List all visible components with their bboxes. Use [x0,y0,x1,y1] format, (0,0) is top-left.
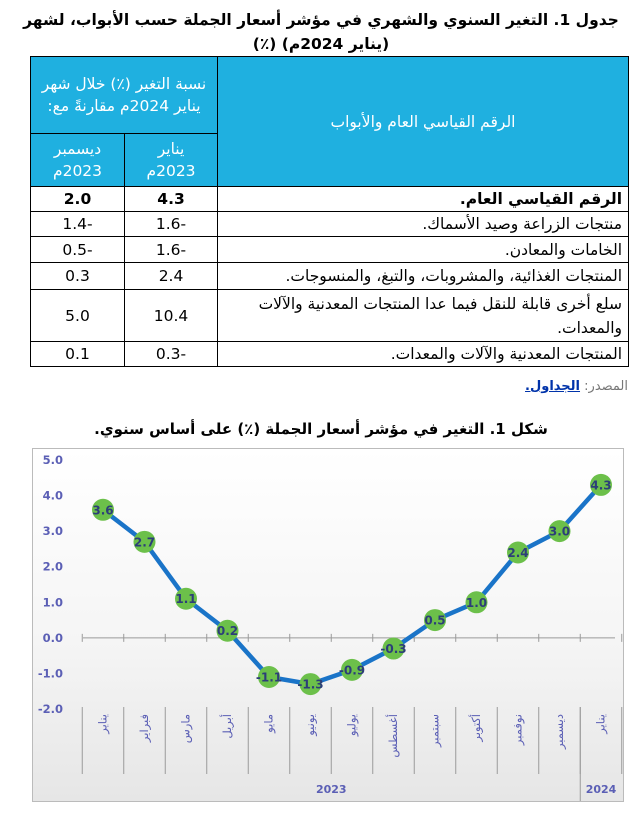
data-label: 1.1 [175,592,197,607]
row-jan-value: 10.4 [125,290,218,342]
row-dec-value: 0.3 [31,263,125,290]
row-label: سلع أخرى قابلة للنقل فيما عدا المنتجات المعدنية والآلات والمعدات. [218,290,629,342]
data-label: 3.0 [548,524,571,539]
row-dec-value: 2.0 [31,187,125,212]
data-label: -0.3 [380,642,407,657]
table-row [31,342,629,367]
y-tick-label: 1.0 [42,595,63,610]
row-label: المنتجات المعدنية والآلات والمعدات. [218,342,629,367]
row-jan-value: -1.6 [125,212,218,237]
chart-title: شكل 1. التغير في مؤشر أسعار الجملة (٪) على أساس سنوي. [94,420,548,438]
header-col-jan: يناير 2023م [125,134,218,187]
y-tick-label: 5.0 [42,453,63,467]
row-dec-value: 0.1 [31,342,125,367]
data-label: 2.4 [507,545,529,560]
chart-frame [32,448,624,802]
x-tick-label: مايو [261,714,276,733]
x-tick-label: سبتمبر [427,714,442,748]
source-note [525,379,628,394]
data-label: -1.1 [255,670,283,685]
year-label: 2023 [315,783,347,796]
row-label: الرقم القياسي العام. [218,187,629,212]
row-label: المنتجات الغذائية، والمشروبات، والتبغ، والمنسوجات. [218,263,629,290]
x-tick-label: أغسطس [386,714,400,758]
row-jan-value: 2.4 [125,263,218,290]
series-line [103,485,601,684]
x-tick-label: فبراير [137,714,151,743]
data-label: 1.0 [465,595,488,610]
data-label: -0.9 [338,663,366,678]
data-label: 0.5 [424,613,446,628]
table-row [31,290,629,342]
y-tick-label: -2.0 [37,702,63,716]
y-tick-label: 2.0 [42,559,63,574]
x-tick-label: يناير [95,714,110,734]
data-label: 2.7 [133,535,156,550]
y-tick-label: 3.0 [42,524,63,539]
table-title: جدول 1. التغير السنوي والشهري في مؤشر أسعار الجملة حسب الأبواب، لشهر (يناير 2024م) (٪) [23,11,619,53]
header-main: الرقم القياسي العام والأبواب [218,57,629,187]
x-tick-label: نوفمبر [510,714,525,746]
table-row [31,187,629,212]
source-link[interactable]: الجداول. [525,379,581,394]
source-label: المصدر: [584,379,628,394]
x-tick-label: ديسمبر [552,714,566,750]
line-chart [33,449,623,801]
header-col-dec: ديسمبر 2023م [31,134,125,187]
row-dec-value: -0.5 [31,237,125,263]
x-tick-label: مارس [178,714,193,744]
y-tick-label: 4.0 [42,488,63,503]
row-jan-value: -1.6 [125,237,218,263]
row-dec-value: 5.0 [31,290,125,342]
x-tick-label: يوليو [344,714,359,737]
header-group: نسبة التغير (٪) خلال شهر يناير 2024م مقارنةً مع: [31,57,218,134]
row-jan-value: -0.3 [125,342,218,367]
year-label: 2024 [585,783,617,796]
price-change-table [30,56,629,367]
table-row [31,237,629,263]
row-label: منتجات الزراعة وصيد الأسماك. [218,212,629,237]
row-dec-value: -1.4 [31,212,125,237]
data-label: 4.3 [590,478,612,493]
data-label: 0.2 [216,624,239,639]
table-row [31,212,629,237]
row-jan-value: 4.3 [125,187,218,212]
y-tick-label: -1.0 [37,666,63,681]
x-tick-label: يونيو [303,714,317,736]
data-label: -1.3 [297,677,324,692]
y-tick-label: 0.0 [42,630,63,645]
data-label: 3.6 [92,503,114,518]
x-tick-label: أبريل [220,714,234,739]
x-tick-label: أكتوبر [469,714,483,742]
row-label: الخامات والمعادن. [218,237,629,263]
x-tick-label: يناير [593,714,608,734]
table-row [31,263,629,290]
